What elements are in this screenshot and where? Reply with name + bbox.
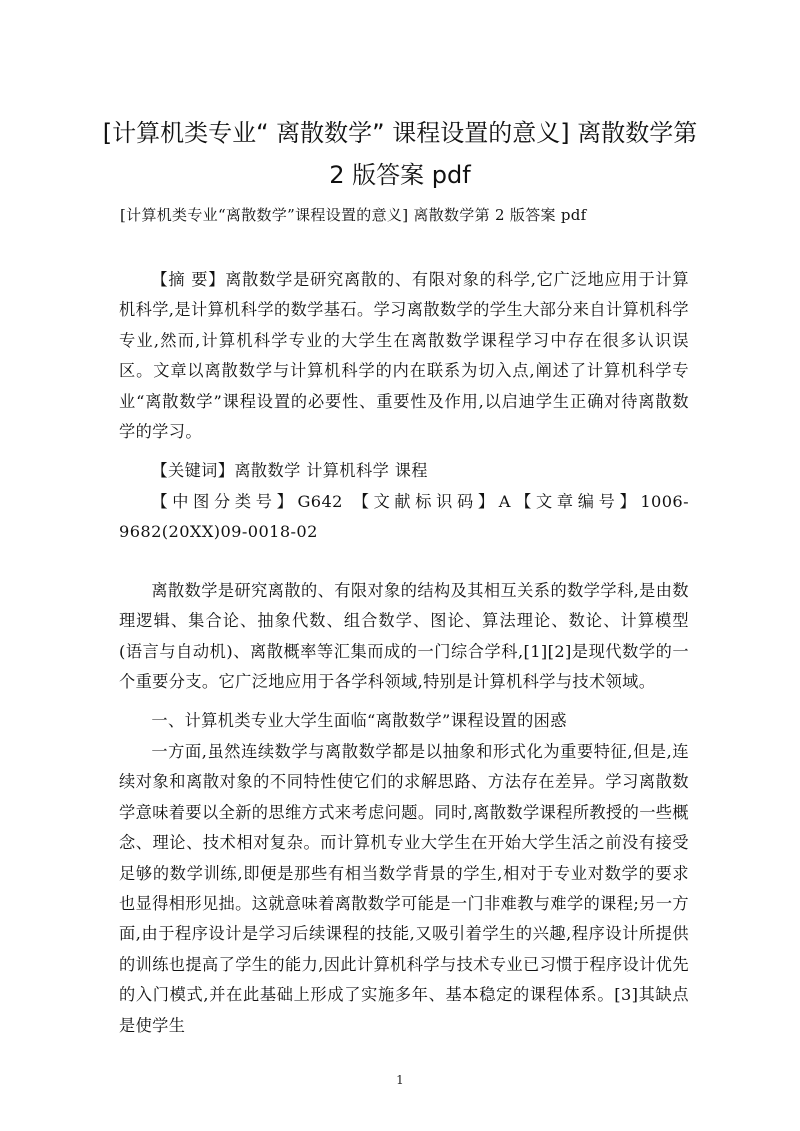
- document-title-line-1: [计算机类专业“ 离散数学” 课程设置的意义] 离散数学第: [102, 119, 698, 147]
- section-1-paragraph: 一方面,虽然连续数学与离散数学都是以抽象和形式化为重要特征,但是,连续对象和离散对象的不同特性使它们的求解思路、方法存在差异。学习离散数学意味着要以全新的思维方式来考虑问题。同时,离散数学课程所教授的一些概念、理论、技术相对复杂。而计算机专业大学生在开始大学生活之前没有接受足够的数学训练,即便是那些有相当数学背景的学生,相对于专业对数学的要求也显得相形见拙。这就意味着离散数学可能是一门非难教与难学的课程;另一方面,由于程序设计是学习后续课程的技能,又吸引着学生的兴趣,程序设计所提供的训练也提高了学生的能力,因此计算机科学与技术专业已习惯于程序设计优先的入门模式,并在此基础上形成了实施多年、基本稳定的课程体系。[3]其缺点是使学生: [119, 742, 689, 1035]
- document-subtitle: [计算机类专业“离散数学”课程设置的意义] 离散数学第 2 版答案 pdf: [120, 206, 587, 224]
- document-title-line-2: 2 版答案 pdf: [329, 161, 471, 189]
- abstract-paragraph: 【摘 要】离散数学是研究离散的、有限对象的科学,它广泛地应用于计算机科学,是计算机科学的数学基石。学习离散数学的学生大部分来自计算机科学专业,然而,计算机科学专业的大学生在离散数学课程学习中存在很多认识误区。文章以离散数学与计算机科学的内在联系为切入点,阐述了计算机科学专业“离散数学”课程设置的必要性、重要性及作用,以启迪学生正确对待离散数学的学习。: [119, 270, 689, 442]
- keywords-line: 【关键词】离散数学 计算机科学 课程: [151, 461, 428, 480]
- intro-paragraph: 离散数学是研究离散的、有限对象的结构及其相互关系的数学学科,是由数理逻辑、集合论、抽象代数、组合数学、图论、算法理论、数论、计算模型(语言与自动机)、离散概率等汇集而成的一门综合学科,[1][2]是现代数学的一个重要分支。它广泛地应用于各学科领域,特别是计算机科学与技术领域。: [119, 581, 689, 692]
- section-heading-1: 一、计算机类专业大学生面临“离散数学”课程设置的困惑: [151, 711, 567, 730]
- classification-line: 【中图分类号】G642 【文献标识码】A【文章编号】1006-9682(20XX)09-0018-02: [119, 492, 689, 542]
- page-number: 1: [396, 1073, 404, 1087]
